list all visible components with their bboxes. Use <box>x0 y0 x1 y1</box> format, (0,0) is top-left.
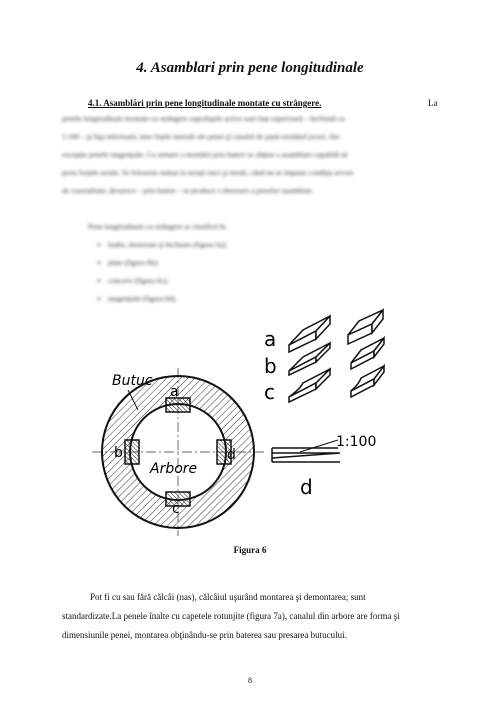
blurred-list-item: ➢ înalte, drenorate şi înclinate (figura 6a); <box>96 240 228 249</box>
blurred-list-item: ➢ concave (figura 6c); <box>96 276 169 285</box>
blurred-intro-line: excepţie penele tangenţiale. Cu urmare a montării prin batere se obţine o asamblare capabilă să <box>62 150 348 159</box>
row-label-c: c <box>264 380 275 404</box>
label-key-a: a <box>170 384 179 400</box>
page-number: 8 <box>248 676 252 685</box>
page-title: 4. Asamblari prin pene longitudinale <box>136 60 364 76</box>
figure-caption: Figura 6 <box>233 545 267 555</box>
label-key-c: c <box>172 501 180 517</box>
label-arbore: Arbore <box>150 461 198 477</box>
blurred-intro-line: 1:100 – şi faţa inferioară, iater feţele laterale ale penei şi canalul de pană existând jocuri, fiei <box>62 132 340 141</box>
key-a <box>166 398 190 412</box>
section-heading-continuation: La <box>428 98 438 108</box>
label-key-d: d <box>227 447 236 463</box>
key-b <box>125 440 139 464</box>
row-label-a: a <box>264 327 277 351</box>
paragraph-line: standardizate.La penele înalte cu capetele rotunjite (figura 7a), canalul din arbore are forma şi <box>62 611 400 621</box>
taper-ratio-label: 1:100 <box>336 434 377 450</box>
blurred-intro-line: preia forţele axiale. Se foloseste numai la turaţii mici şi medii, când nu se impune condiţia arvore <box>62 168 354 177</box>
label-key-b: b <box>114 445 123 461</box>
blurred-list-item: ➢ plate (figura 6b); <box>96 258 159 267</box>
blurred-intro-line: de coaxialitate, deoarece – prin batere – se produce o desenare a pieselor asamblate. <box>62 186 314 195</box>
tapered-key-detail <box>272 440 340 462</box>
blurred-intro-line: penele longitudinale montate cu strângere suprafaţele active sunt feţe superioară – înclinată cu <box>62 114 345 123</box>
blurred-list-intro: Pene longitudinale cu strângere se clasifică în: <box>88 222 228 231</box>
paragraph-line: dimensiunile penei, montarea obţinându-se prin baterea sau presarea butucului. <box>62 630 347 640</box>
paragraph-line: Pot fi cu sau fără călcâi (nas), călcâiul uşurând montarea şi demontarea; sunt <box>90 592 366 602</box>
label-d: d <box>300 475 313 499</box>
row-label-b: b <box>264 354 277 378</box>
key-row-c <box>289 366 384 402</box>
blurred-list-item: ➢ tangenţiale (figura 6d). <box>96 294 177 303</box>
section-heading: 4.1. Asamblări prin pene longitudinale montate cu strângere. <box>88 98 322 108</box>
label-butuc: Butuc <box>112 373 153 389</box>
